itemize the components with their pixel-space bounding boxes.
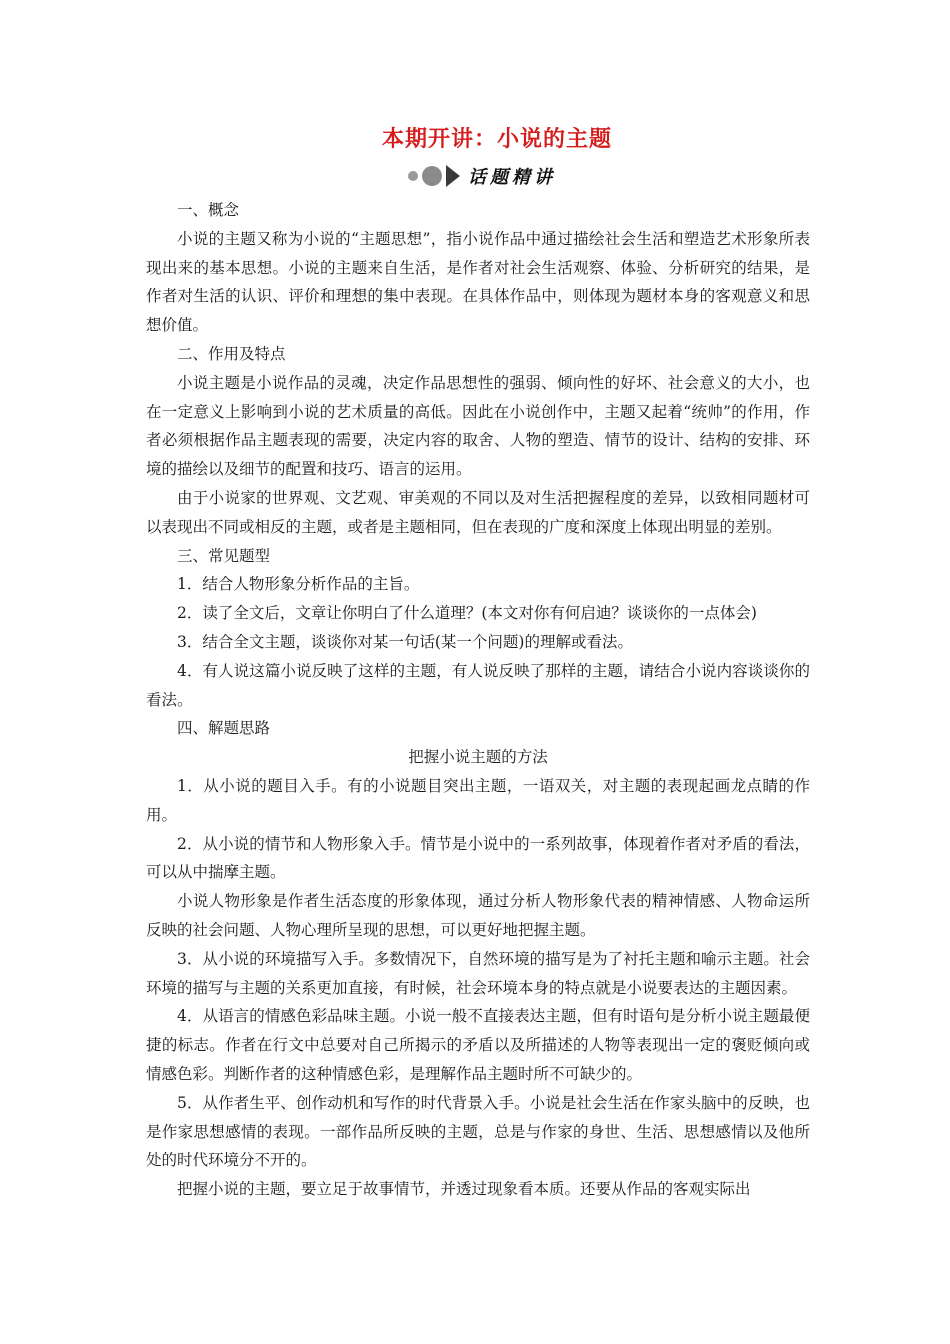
- small-dot-icon: [408, 171, 418, 181]
- paragraph: 三、常见题型: [177, 546, 271, 565]
- document-body: [146, 196, 810, 1204]
- paragraph: 4．有人说这篇小说反映了这样的主题，有人说反映了那样的主题，请结合小说内容谈谈你的看法。: [146, 661, 810, 709]
- paragraph: 3．结合全文主题，谈谈你对某一句话(某一个问题)的理解或看法。: [177, 632, 633, 651]
- paragraph: 小说人物形象是作者生活态度的形象体现，通过分析人物形象代表的精神情感、人物命运所反映的社会问题、人物心理所呈现的思想，可以更好地把握主题。: [146, 892, 810, 939]
- paragraph: 2．读了全文后，文章让你明白了什么道理？(本文对你有何启迪？谈谈你的一点体会): [177, 604, 757, 623]
- paragraph: 1．结合人物形象分析作品的主旨。: [177, 575, 420, 594]
- page-title: 本期开讲：小说的主题: [381, 127, 612, 152]
- paragraph: 5．从作者生平、创作动机和写作的时代背景入手。小说是社会生活在作家头脑中的反映，也是作家思想感情的表现。一部作品所反映的主题，总是与作家的身世、生活、思想感情以及他所处的时代环境分不开的。: [146, 1093, 810, 1170]
- paragraph: 1．从小说的题目入手。有的小说题目突出主题，一语双关，对主题的表现起画龙点睛的作用。: [146, 776, 810, 824]
- paragraph: 4．从语言的情感色彩品味主题。小说一般不直接表达主题，但有时语句是分析小说主题最便捷的标志。作者在行文中总要对自己所揭示的矛盾以及所描述的人物等表现出一定的褒贬倾向或情感色彩。判断作者的这种情感色彩，是理解作品主题时所不可缺少的。: [146, 1007, 810, 1083]
- paragraph: 四、解题思路: [177, 719, 271, 738]
- banner-label: 话题精讲: [468, 167, 556, 188]
- paragraph: 2．从小说的情节和人物形象入手。情节是小说中的一系列故事，体现着作者对矛盾的看法，可以从中揣摩主题。: [146, 834, 810, 882]
- paragraph: 3．从小说的环境描写入手。多数情况下，自然环境的描写是为了衬托主题和喻示主题。社会环境的描写与主题的关系更加直接，有时候，社会环境本身的特点就是小说要表达的主题因素。: [146, 949, 810, 997]
- paragraph: 二、作用及特点: [177, 344, 286, 363]
- paragraph: 小说的主题又称为小说的“主题思想”，指小说作品中通过描绘社会生活和塑造艺术形象所表现出来的基本思想。小说的主题来自生活，是作者对社会生活观察、体验、分析研究的结果，是作者对生活的认识、评价和理想的集中表现。在具体作品中，则体现为题材本身的客观意义和思想价值。: [146, 229, 810, 335]
- large-dot-icon: [422, 166, 442, 186]
- section-banner: [408, 163, 578, 191]
- paragraph: 一、概念: [177, 201, 240, 219]
- paragraph: 由于小说家的世界观、文艺观、审美观的不同以及对生活把握程度的差异，以致相同题材可以表现出不同或相反的主题，或者是主题相同，但在表现的广度和深度上体现出明显的差别。: [146, 488, 810, 536]
- paragraph: 把握小说的主题，要立足于故事情节，并透过现象看本质。还要从作品的客观实际出: [177, 1180, 751, 1199]
- arrow-right-icon: [446, 165, 460, 187]
- paragraph: 小说主题是小说作品的灵魂，决定作品思想性的强弱、倾向性的好坏、社会意义的大小，也在一定意义上影响到小说的艺术质量的高低。因此在小说创作中，主题又起着“统帅”的作用，作者必须根据作品主题表现的需要，决定内容的取舍、人物的塑造、情节的设计、结构的安排、环境的描绘以及细节的配置和技巧、语言的运用。: [146, 373, 810, 479]
- paragraph: 把握小说主题的方法: [408, 748, 548, 767]
